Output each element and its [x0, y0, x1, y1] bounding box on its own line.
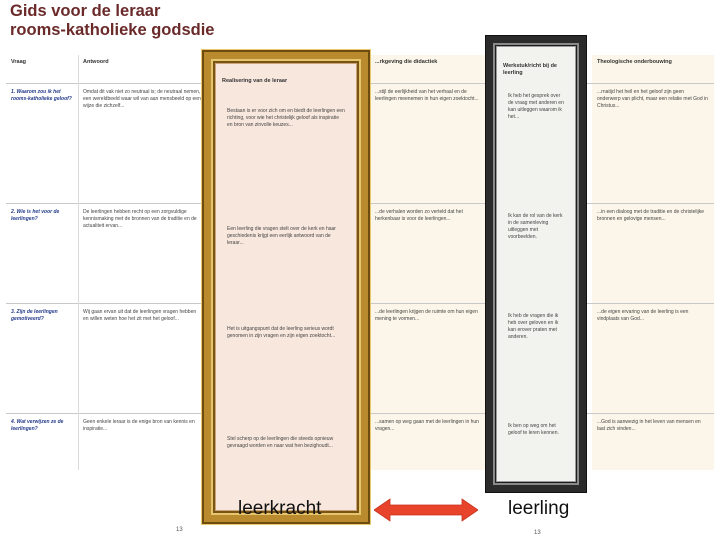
frame-panel-leerling [496, 46, 576, 482]
column-header-antwoord: Antwoord [83, 59, 109, 65]
question-4: 4. Wat verwijzen ze de leerlingen? [11, 419, 64, 432]
column-header-didactiek: ...rkgeving die didactiek [375, 59, 438, 65]
column-leerling [503, 63, 569, 475]
document-title [10, 2, 214, 40]
double-arrow-icon [374, 498, 478, 522]
gold-picture-frame [204, 52, 368, 522]
title-line-1: Gids voor de leraar [10, 2, 161, 20]
label-leerkracht: leerkracht [238, 498, 322, 519]
column-antwoord [78, 55, 208, 470]
leerling-3: Ik heb de vragen die ik heb over geloven en ik kan erover praten met anderen. [508, 313, 559, 340]
column-header-leerling: Werkstuk/richt bij de leerling [503, 63, 557, 76]
theologie-3: ...de eigen ervaring van de leerling is een vindplaats van God... [597, 309, 689, 322]
page-number-left: 13 [176, 527, 183, 533]
dark-picture-frame [486, 36, 586, 492]
answer-2: De leerlingen hebben recht op een zorgvuldige kennismaking met de bronnen van de traditie en de actualiteit ervan... [83, 209, 197, 229]
frame-panel-leraar [215, 63, 357, 511]
leerling-1: Ik heb het gesprek over de vraag met anderen en kan uitleggen waarom ik het... [508, 93, 564, 120]
leraar-4: Stel scherp op de leerlingen die steeds opnieuw gevraagd worden en naar wat hen bezighoudt... [227, 436, 334, 449]
leraar-3: Het is uitgangspunt dat de leerling serieus wordt genomen in zijn vragen en zijn eigen zoektocht... [227, 326, 336, 339]
column-divider [78, 55, 79, 470]
leraar-2: Een leerling die vragen stelt over de kerk en haar geschiedenis krijgt een eerlijk antwoord van de leraar... [227, 226, 336, 246]
leraar-1: Bestaan is er voor zich om en biedt de leerlingen een richting, voor wie het christelijk geloof als inspiratie en bron van zinvolle keuzes... [227, 108, 345, 128]
theologie-4: ...God is aanwezig in het leven van mensen en laat zich vinden... [597, 419, 701, 432]
column-header-theologie: Theologische onderbouwing [597, 59, 672, 65]
didactiek-2: ...de verhalen worden zo verteld dat het herkenbaar is voor de leerlingen... [375, 209, 463, 222]
answer-3: Wij gaan ervan uit dat de leerlingen vragen hebben en willen weten hoe het zit met het geloof... [83, 309, 197, 322]
page-number-right: 13 [534, 530, 541, 536]
theologie-2: ...in een dialoog met de traditie en de christelijke bronnen en gelovige mensen... [597, 209, 705, 222]
column-leraar [222, 78, 350, 504]
didactiek-1: ...stijl de eerlijkheid van het verhaal en de leerlingen meenemen in hun eigen zoektocht... [375, 89, 479, 102]
column-header-vraag: Vraag [11, 59, 26, 65]
question-1: 1. Waarom zou ik het rooms-katholieke geloof? [11, 89, 72, 102]
title-line-2: rooms-katholieke godsdie [10, 21, 215, 39]
leerling-4: Ik ben op weg om het geloof te leren kennen. [508, 423, 559, 436]
column-theologie [592, 55, 714, 470]
question-2: 2. Wie is het voor de leerlingen? [11, 209, 60, 222]
answer-1: Omdat dit vak niet zo neutraal is; de neutraal nemen, een wereldbeeld waar wil van aan mensbeeld op een wijze die zichzelf... [83, 89, 201, 109]
leerling-2: Ik kan de rol van de kerk in de samenleving uitleggen met voorbeelden. [508, 213, 563, 240]
didactiek-4: ...samen op weg gaan met de leerlingen in hun vragen... [375, 419, 479, 432]
didactiek-3: ...de leerlingen krijgen de ruimte om hun eigen mening te vormen... [375, 309, 478, 322]
answer-4: Geen enkele leraar is de enige bron van kennis en inspiratie... [83, 419, 195, 432]
column-header-leraar: Realisering van de leraar [222, 78, 288, 84]
theologie-1: ...rnatijd het heil en het geloof zijn geen onderwerp van plicht, maar een relatie met God in Christus... [597, 89, 708, 109]
label-leerling: leerling [508, 498, 570, 519]
column-vraag [6, 55, 78, 470]
column-didactiek [370, 55, 490, 470]
question-3: 3. Zijn de leerlingen gemotiveerd? [11, 309, 58, 322]
